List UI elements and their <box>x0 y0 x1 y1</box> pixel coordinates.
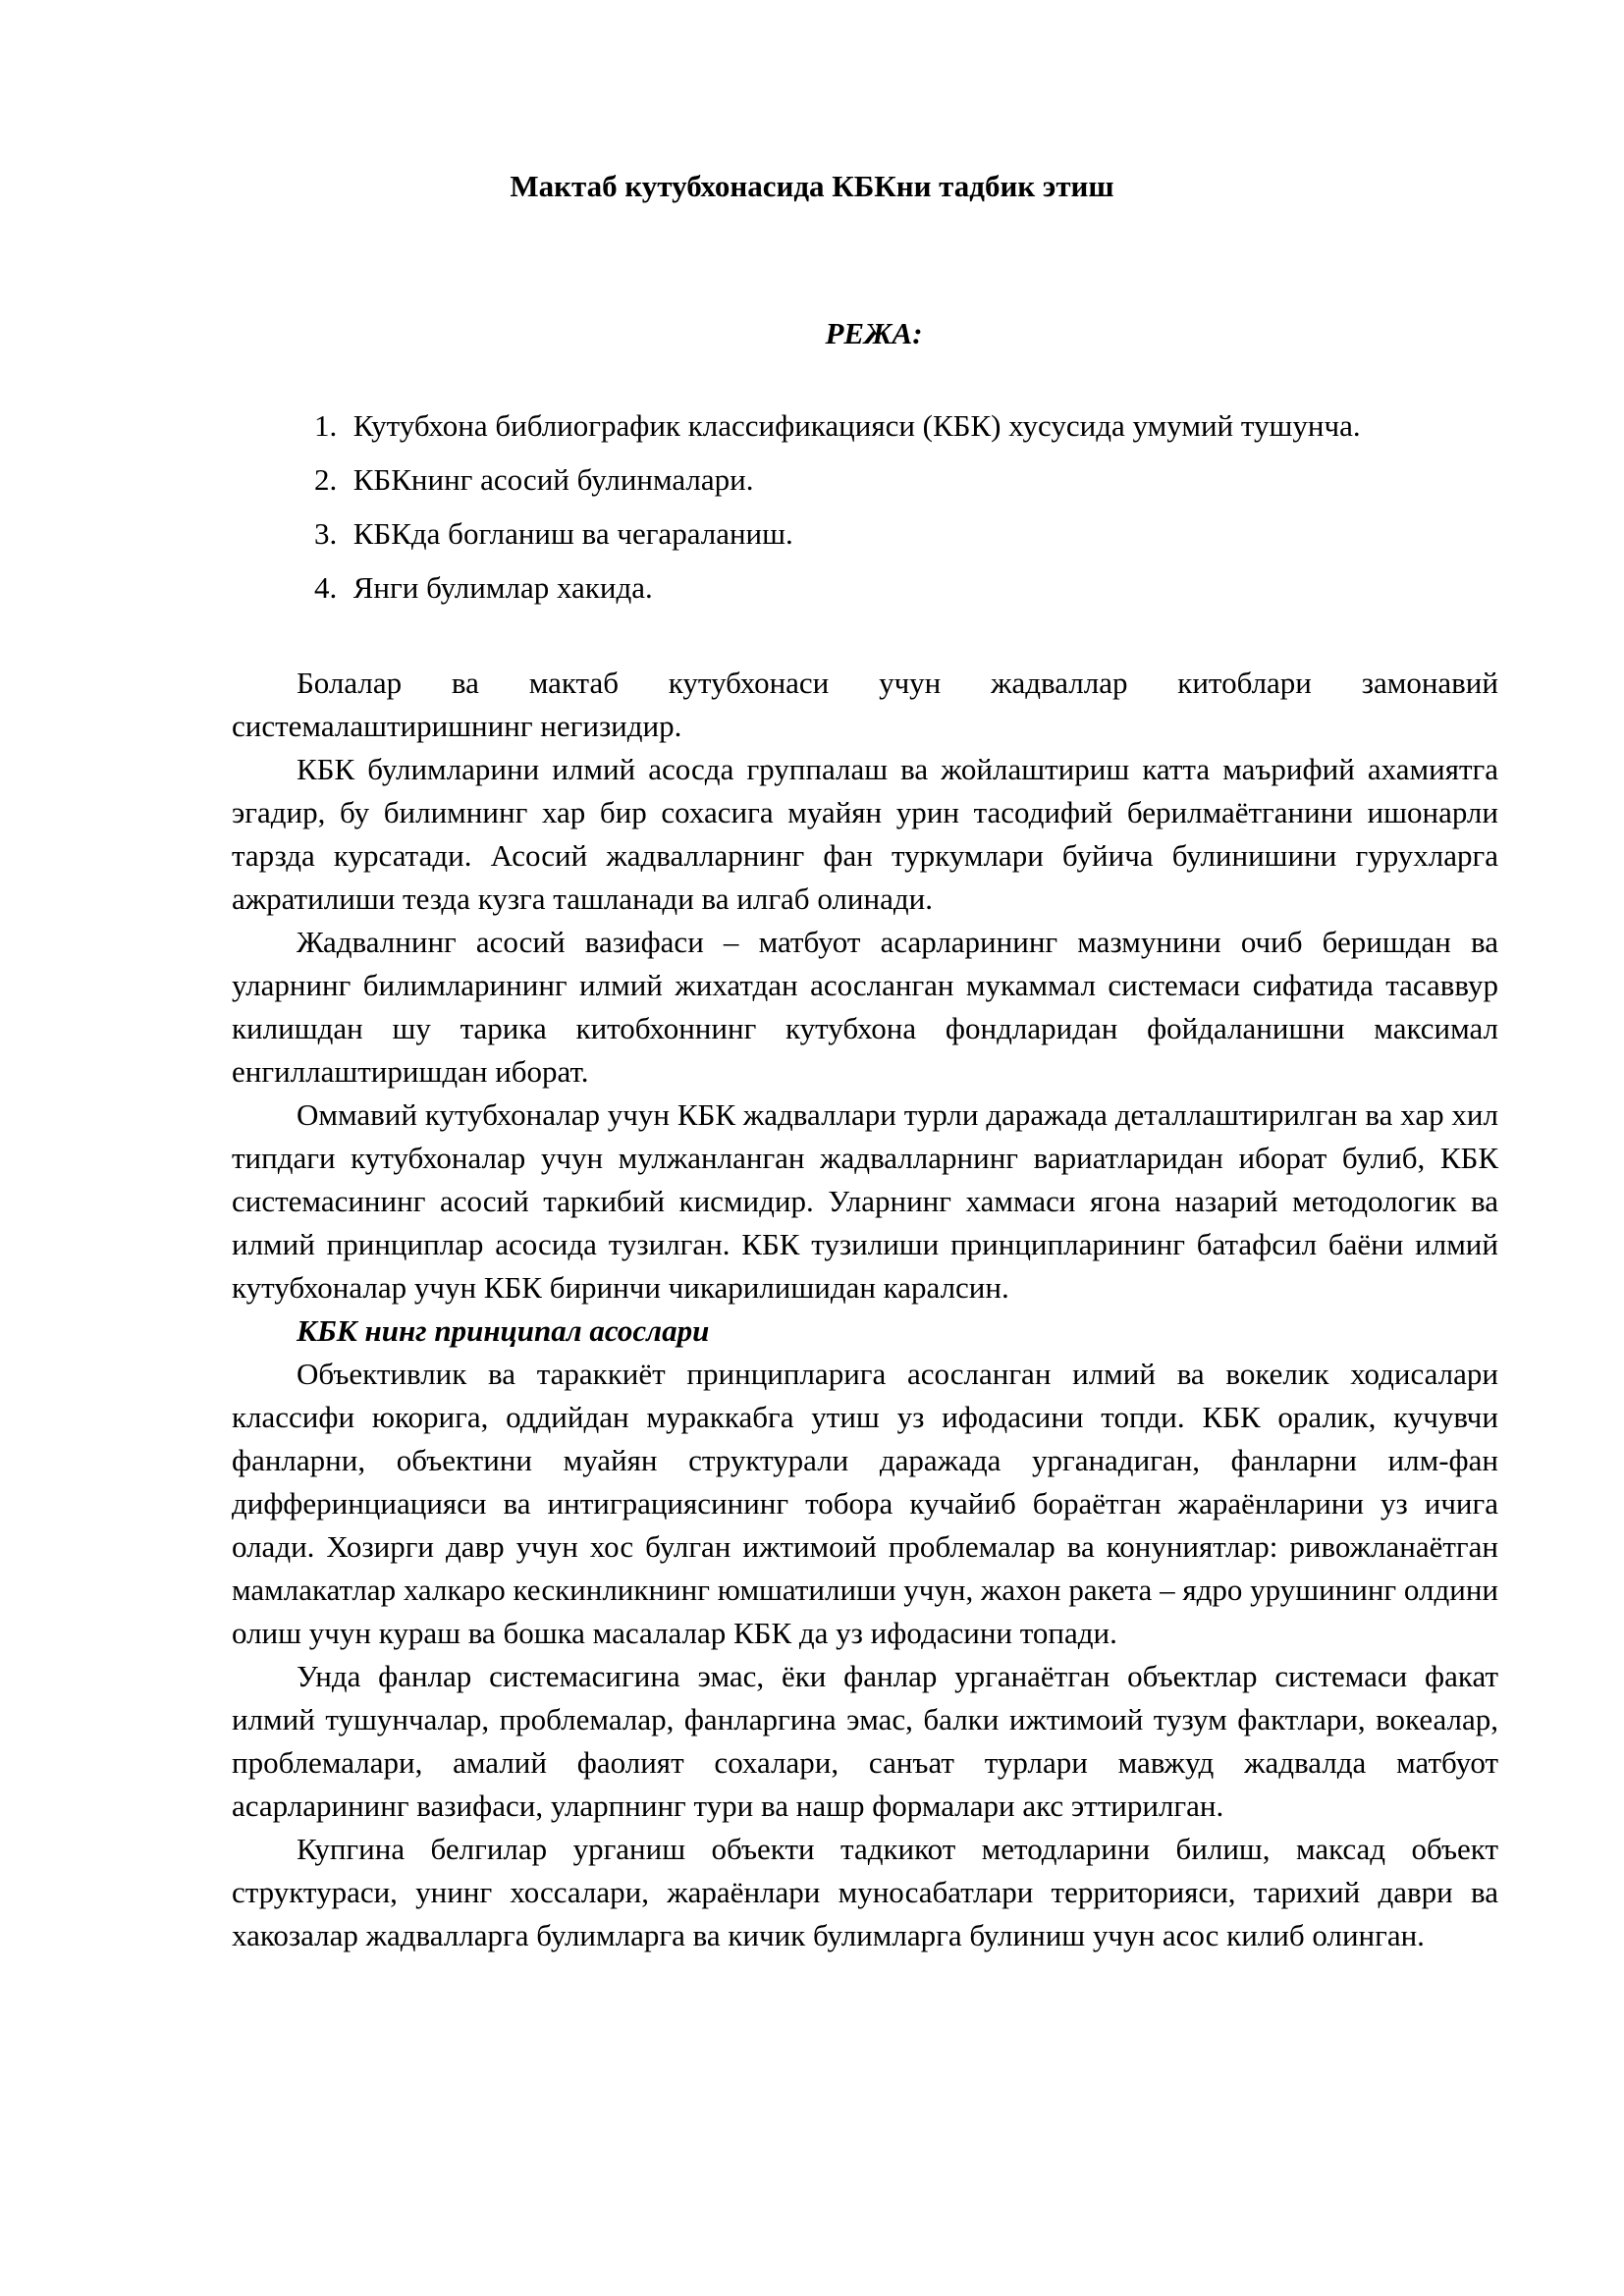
plan-item-text: Кутубхона библиографик классификацияси (КБК) хусусида умумий тушунча. <box>352 408 1361 443</box>
plan-item-text: Янги булимлар хакида. <box>352 570 653 605</box>
plan-item <box>314 566 1361 620</box>
section-paragraph: Купгина белгилар урганиш объекти тадкикот методларини билиш, максад объект структураси, унинг хоссалари, жараёнлари муносабатлари территорияси, тарихий даври ва хакозалар жадвалларга булимларга ва кичик булимларга булиниш учун асос килиб олинган. <box>232 1832 1498 1952</box>
plan-item <box>314 404 1361 458</box>
plan-list <box>314 404 1361 620</box>
body-paragraph: Болалар ва мактаб кутубхонаси учун жадваллар китоблари замонавий системалаштиришнинг негизидир. <box>232 666 1498 743</box>
section-paragraph: Унда фанлар системасигина эмас, ёки фанлар урганаётган объектлар системаси факат илмий тушунчалар, проблемалар, фанларгина эмас, балки ижтимоий тузум фактлари, вокеалар, проблемалари, амалий фаолият сохалари, санъат турлари мавжуд жадвалда матбуот асарларининг вазифаси, уларпнинг тури ва нашр формалари акс эттирилган. <box>232 1659 1498 1823</box>
body-paragraph: Жадвалнинг асосий вазифаси – матбуот асарларининг мазмунини очиб беришдан ва уларнинг билимларининг илмий жихатдан асосланган мукаммал системаси сифатида тасаввур килишдан шу тарика китобхоннинг кутубхона фондларидан фойдаланишни максимал енгиллаштиришдан иборат. <box>232 925 1498 1089</box>
plan-item-text: КБКнинг асосий булинмалари. <box>352 462 754 497</box>
plan-item-number: 4. <box>314 570 338 605</box>
plan-item-number: 1. <box>314 408 338 443</box>
plan-item <box>314 512 1361 566</box>
section-paragraph: Объективлик ва тараккиёт принципларига асосланган илмий ва вокелик ходисалари классифи юкорига, оддийдан мураккабга утиш уз ифодасини топди. КБК оралик, кучувчи фанларни, объектини муайян структурали даражада урганадиган, фанларни илм-фан дифферинциацияси ва интиграциясининг тобора кучайиб бораётган жараёнларини уз ичига олади. Хозирги давр учун хос булган ижтимоий проблемалар ва конуниятлар: ривожланаётган мамлакатлар халкаро кескинликнинг юмшатилиши учун, жахон ракета – ядро урушининг олдини олиш учун кураш ва бошка масалалар КБК да уз ифодасини топади. <box>232 1357 1498 1650</box>
plan-item <box>314 458 1361 512</box>
body-paragraph: Оммавий кутубхоналар учун КБК жадваллари турли даражада деталлаштирилган ва хар хил типдаги кутубхоналар учун мулжанланган жадвалларнинг вариатларидан иборат булиб, КБК системасининг асосий таркибий кисмидир. Уларнинг хаммаси ягона назарий методологик ва илмий принциплар асосида тузилган. КБК тузилиши принципларининг батафсил баёни илмий кутубхоналар учун КБК биринчи чикарилишидан каралсин. <box>232 1097 1498 1305</box>
plan-item-number: 2. <box>314 462 338 497</box>
body-paragraph: КБК булимларини илмий асосда группалаш ва жойлаштириш катта маърифий ахамиятга эгадир, бу билимнинг хар бир сохасига муайян урин тасодифий берилмаётганини ишонарли тарзда курсатади. Асосий жадвалларнинг фан туркумлари буйича булинишини гурухларга ажратилиши тезда кузга ташланади ва илгаб олинади. <box>232 752 1498 916</box>
document-title: Мактаб кутубхонасида КБКни тадбик этиш <box>510 169 1114 203</box>
plan-item-text: КБКда богланиш ва чегараланиш. <box>352 516 793 551</box>
document-body <box>232 662 1498 1957</box>
section-heading: КБК нинг принципал асослари <box>297 1313 710 1348</box>
plan-heading: РЕЖА: <box>825 316 923 350</box>
plan-item-number: 3. <box>314 516 338 551</box>
